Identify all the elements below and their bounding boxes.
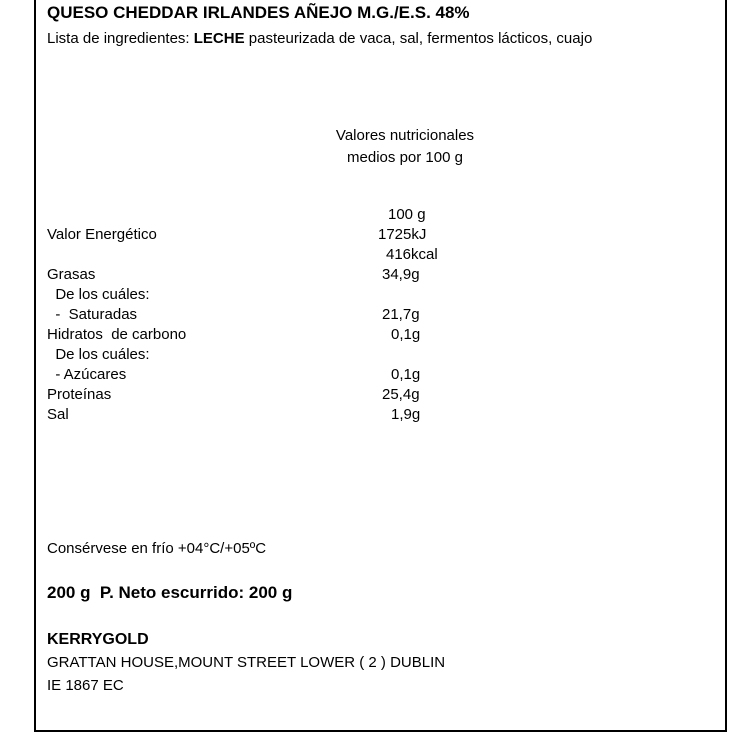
nutrition-column-header: 100 g	[388, 206, 426, 223]
ingredients-rest: pasteurizada de vaca, sal, fermentos lácticos, cuajo	[244, 30, 593, 47]
nutrition-row-value: 21,7g	[382, 306, 420, 323]
nutrition-row-label: Hidratos de carbono	[47, 326, 187, 343]
nutrition-row-label: De los cuáles:	[47, 346, 150, 363]
nutrition-row-label: Proteínas	[47, 386, 112, 403]
company-registry: IE 1867 EC	[47, 677, 124, 694]
ingredients-list	[47, 30, 592, 47]
nutrition-row-label: Valor Energético	[47, 226, 157, 243]
nutrition-row-value: 416kcal	[386, 246, 438, 263]
nutrition-header-line2: medios por 100 g	[347, 149, 463, 166]
company-name: KERRYGOLD	[47, 631, 149, 648]
company-address: GRATTAN HOUSE,MOUNT STREET LOWER ( 2 ) DUBLIN	[47, 654, 446, 671]
nutrition-row-value: 0,1g	[391, 366, 421, 383]
nutrition-row-value: 0,1g	[391, 326, 421, 343]
nutrition-header	[300, 125, 510, 169]
nutrition-row-label: De los cuáles:	[47, 286, 150, 303]
nutrition-row-label: - Saturadas	[47, 306, 138, 323]
net-weight: 200 g P. Neto escurrido: 200 g	[47, 583, 293, 602]
nutrition-header-line1: Valores nutricionales	[335, 127, 475, 144]
ingredients-prefix: Lista de ingredientes:	[47, 30, 194, 47]
nutrition-row-label: Sal	[47, 406, 69, 423]
product-title: QUESO CHEDDAR IRLANDES AÑEJO M.G./E.S. 48%	[47, 3, 470, 22]
nutrition-row-value: 1725kJ	[378, 226, 427, 243]
ingredients-allergen: LECHE	[193, 30, 245, 47]
storage-instructions: Consérvese en frío +04°C/+05ºC	[47, 540, 267, 557]
nutrition-row-label: - Azúcares	[47, 366, 127, 383]
nutrition-row-value: 25,4g	[382, 386, 420, 403]
nutrition-row-value: 1,9g	[391, 406, 421, 423]
nutrition-row-label: Grasas	[47, 266, 96, 283]
label-frame	[34, 0, 727, 732]
nutrition-row-value: 34,9g	[382, 266, 420, 283]
